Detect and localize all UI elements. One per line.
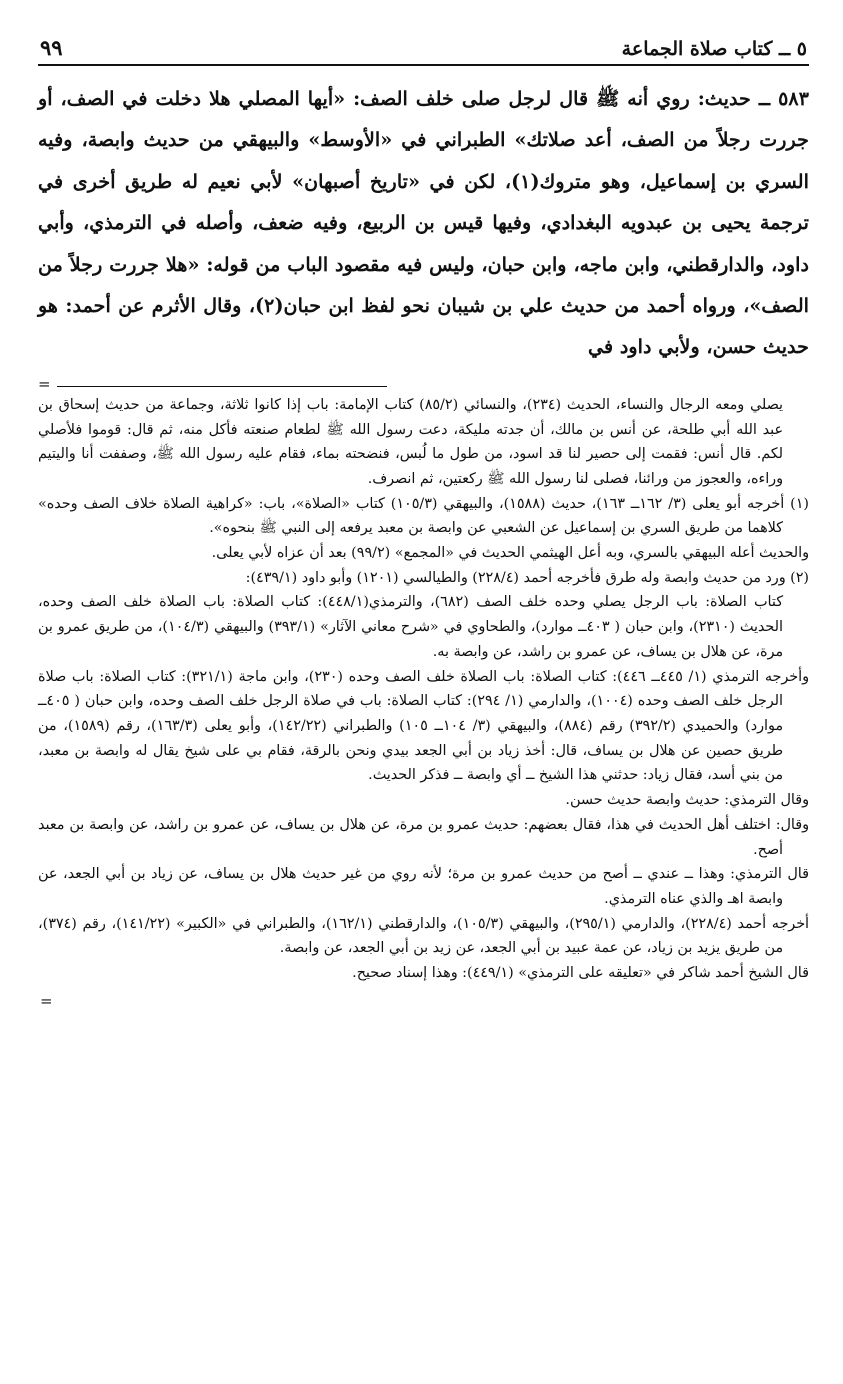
main-text <box>38 78 809 368</box>
footnote-continuation: يصلي ومعه الرجال والنساء، الحديث (٢٣٤)، والنسائي (٨٥/٢) كتاب الإمامة: باب إذا كانوا ثلاثة، وجماعة من حديث إسحاق بن عبد الله أبي طلحة، عن أنس بن مالك، أن جدته مليكة، دعت رسول الله ﷺ لطعام صنعته فأكل منه، ثم قال: قوموا فلأصلي لكم. قال أنس: فقمت إلى حصير لنا قد اسود، من طول ما لُبس، فنضحته بماء، فقام عليه رسول الله ﷺ، وصففت أنا واليتيم وراءه، والعجوز من ورائنا، فصلى لنا رسول الله ﷺ ركعتين، ثم انصرف. <box>38 396 783 487</box>
hadith-body: حديث: روي أنه ﷺ قال لرجل صلى خلف الصف: «أيها المصلي هلا دخلت في الصف، أو جررت رجلاً من الصف، أعد صلاتك» الطبراني في «الأوسط» والبيهقي من حديث وابصة، وفيه السري بن إسماعيل، وهو متروك(١)، لكن في «تاريخ أصبهان» لأبي نعيم له طريق أخرى في ترجمة يحيى بن عبدويه البغدادي، وفيها قيس بن الربيع، وفيه ضعف، وأصله في الترمذي، وأبي داود، والدارقطني، وابن ماجه، وابن حبان، وليس فيه مقصود الباب من قوله: «هلا جررت رجلاً من الصف»، ورواه أحمد من حديث علي بن شيبان نحو لفظ ابن حبان(٢)، وقال الأثرم عن أحمد: هو حديث حسن، ولأبي داود في <box>38 87 809 359</box>
footnote-2-para-4: وقال: اختلف أهل الحديث في هذا، فقال بعضهم: حديث عمرو بن مرة، عن هلال بن يساف، عن عمرو بن راشد، عن وابصة بن معبد أصح. <box>38 816 809 858</box>
footnote-2-para-2: وأخرجه الترمذي (١/ ٤٤٥ــ ٤٤٦): كتاب الصلاة: باب الصلاة خلف الصف وحده (٢٣٠)، وابن ماجة (٣٢١/١): كتاب الصلاة: باب صلاة الرجل خلف الصف وحده (١٠٠٤)، والدارمي (١/ ٢٩٤): كتاب الصلاة: باب في صلاة الرجل خلف الصف وحده، وابن حبان ( ٤٠٥ــ موارد) والحميدي (٣٩٢/٢) رقم (٨٨٤)، والبيهقي (٣/ ١٠٤ــ ١٠٥) والطبراني (١٤٢/٢٢)، وأبو يعلى (١٦٣/٣)، رقم (١٥٨٩)، من طريق حصين عن هلال بن يساف، قال: أخذ زياد بن أبي الجعد بيدي ونحن بالرقة، فقام بي على شيخ يقال له وابصة بن معبد، من بني أسد، فقال زياد: حدثني هذا الشيخ ــ أي وابصة ــ فذكر الحديث. <box>38 668 809 784</box>
footnote-2-intro: (٢) ورد من حديث وابصة وله طرق فأخرجه أحمد (٢٢٨/٤) والطيالسي (١٢٠١) وأبو داود (٤٣٩/١): <box>245 569 809 586</box>
continuation-marker: = <box>38 374 51 393</box>
page-header <box>38 26 809 66</box>
footnote-1-note: والحديث أعله البيهقي بالسري، وبه أعل الهيثمي الحديث في «المجمع» (٩٩/٢) بعد أن عزاه لأبي يعلى. <box>211 545 809 562</box>
chapter-title: ٥ ــ كتاب صلاة الجماعة <box>621 38 807 60</box>
footnote-1: (١) أخرجه أبو يعلى (٣/ ١٦٢ــ ١٦٣)، حديث (١٥٨٨)، والبيهقي (١٠٥/٣) كتاب «الصلاة»، باب: «كراهية الصلاة خلاف الصف وحده» كلاهما من طريق السري بن إسماعيل عن الشعبي عن وابصة بن معبد يرفعه إلى النبي ﷺ بنحوه». <box>38 495 809 537</box>
footnote-2-para-6: أخرجه أحمد (٢٢٨/٤)، والدارمي (٢٩٥/١)، والبيهقي (١٠٥/٣)، والدارقطني (١٦٢/١)، والطبراني في «الكبير» (١٤١/٢٢)، رقم (٣٧٤)، من طريق يزيد بن زياد، عن عمة عبيد بن أبي الجعد، عن زيد بن أبي الجعد، عن وابصة. <box>38 915 810 957</box>
footnotes <box>38 393 809 986</box>
footnote-2-para-1: كتاب الصلاة: باب الرجل يصلي وحده خلف الصف (٦٨٢)، والترمذي(٤٤٨/١): كتاب الصلاة: باب الصلاة خلف الصف وحده، الحديث (٢٣١٠)، وابن حبان ( ٤٠٣ــ موارد)، والطحاوي في «شرح معاني الآثار» (٣٩٣/١) والبيهقي (١٠٤/٣)، من طريق عمرو بن مرة، عن هلال بن يساف، عن عمرو بن راشد، عن وابصة به. <box>38 594 783 660</box>
footnote-separator <box>38 376 809 393</box>
footnote-2-para-7: قال الشيخ أحمد شاكر في «تعليقه على الترمذي» (٤٤٩/١): وهذا إسناد صحيح. <box>352 965 809 982</box>
footnote-2-para-5: قال الترمذي: وهذا ــ عندي ــ أصح من حديث عمرو بن مرة؛ لأنه روي من غير حديث هلال بن يساف، عن زياد بن أبي الجعد، عن وابصة اهـ والذي عناه الترمذي. <box>38 866 809 907</box>
hadith-number: ٥٨٣ ــ <box>758 87 809 110</box>
footnote-2-para-3: وقال الترمذي: حديث وابصة حديث حسن. <box>565 792 809 809</box>
page-number: ٩٩ <box>40 35 63 60</box>
trailing-continuation-marker: = <box>40 991 53 1010</box>
separator-line <box>57 386 387 387</box>
